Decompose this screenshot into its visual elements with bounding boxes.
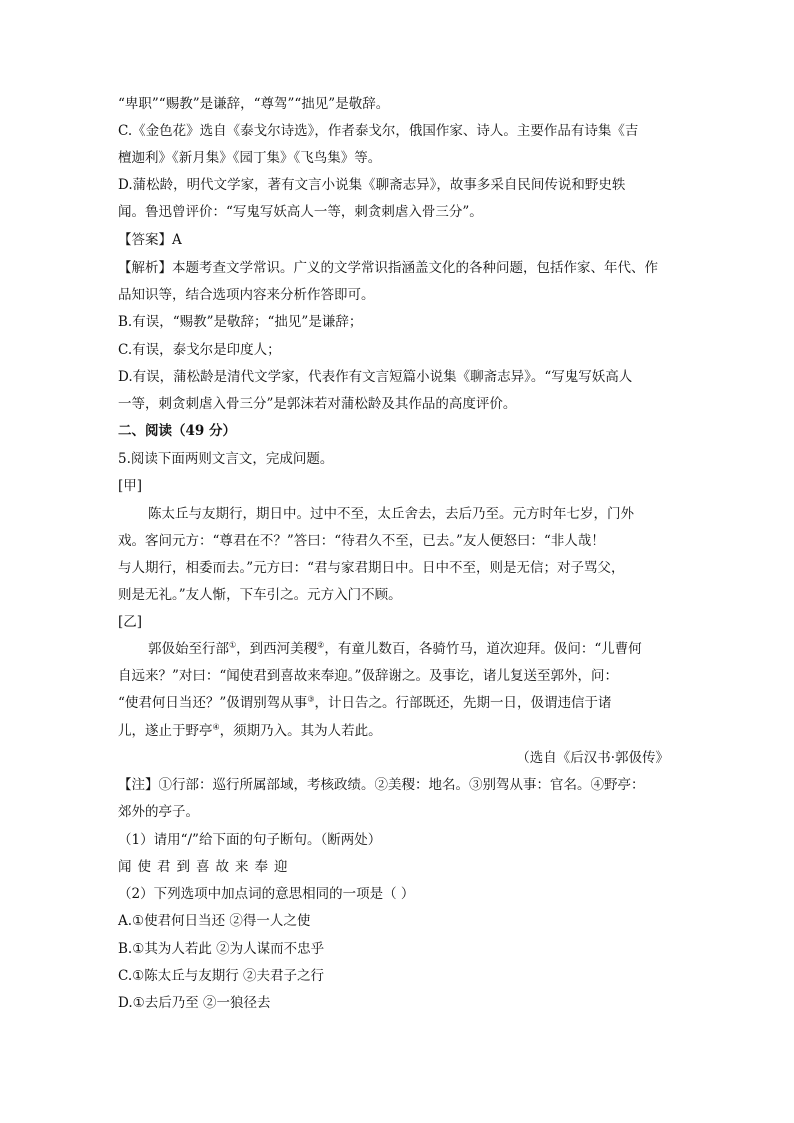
- passage-label-yi: [乙]: [118, 614, 143, 630]
- passage-line: 则是无礼。”友人惭，下车引之。元方入门不顾。: [118, 587, 402, 603]
- text-line: 闻。鲁迅曾评价：“写鬼写妖高人一等，刺贪刺虐入骨三分”。: [118, 204, 483, 220]
- passage-line: [118, 693, 611, 713]
- footnote-mark: ①: [229, 640, 237, 650]
- option-b: B.①其为人若此 ②为人谋而不忠乎: [118, 941, 325, 957]
- option-c: C.①陈太丘与友期行 ②夫君子之行: [118, 968, 325, 984]
- sub-question-1: （1）请用“/”给下面的句子断句。（断两处）: [118, 832, 382, 848]
- question-stem: 5.阅读下面两则文言文，完成问题。: [118, 451, 334, 467]
- note-line: 【注】①行部：巡行所属部域，考核政绩。②美稷：地名。③别驾从事：官名。④野亭：: [118, 777, 645, 793]
- text-span: ，有童儿数百，各骑竹马，道次迎拜。伋问：“儿曹何: [324, 641, 642, 657]
- note-line: 郊外的亭子。: [118, 804, 199, 820]
- footnote-mark: ②: [317, 640, 325, 650]
- text-line: B.有误，“赐教”是敬辞；“拙见”是谦辞；: [118, 314, 363, 330]
- text-line: 品知识等，结合选项内容来分析作答即可。: [118, 287, 375, 303]
- text-span: “使君何日当还？”伋谓别驾从事: [118, 695, 308, 711]
- text-line: 一等，刺贪刺虐入骨三分”是郭沫若对蒲松龄及其作品的高度评价。: [118, 396, 517, 412]
- text-line: 檀迦利》《新月集》《园丁集》《飞鸟集》等。: [118, 150, 382, 166]
- option-a: A.①使君何日当还 ②得一人之使: [118, 913, 311, 929]
- footnote-mark: ④: [212, 722, 220, 732]
- source-citation: （选自《后汉书·郭伋传》: [516, 750, 669, 766]
- passage-line: [148, 639, 642, 659]
- section-heading: 二、阅读（49 分）: [118, 423, 236, 439]
- answer-line: 【答案】A: [118, 232, 182, 248]
- passage-line: 自远来？”对曰：“闻使君到喜故来奉迎。”伋辞谢之。及事讫，诸儿复送至郭外，问：: [118, 668, 618, 684]
- passage-line: 戏。客问元方：“尊君在不？”答曰：“待君久不至，已去。”友人便怒曰：“非人哉！: [118, 533, 605, 549]
- text-line: D.蒲松龄，明代文学家，著有文言小说集《聊斋志异》，故事多采自民间传说和野史轶: [118, 177, 626, 193]
- passage-line: 陈太丘与友期行，期日中。过中不至，太丘舍去，去后乃至。元方时年七岁，门外: [148, 506, 634, 522]
- sub-question-2: （2）下列选项中加点词的意思相同的一项是（ ）: [118, 886, 415, 902]
- text-span: ，计日告之。行部既还，先期一日，伋谓违信于诸: [314, 695, 612, 711]
- text-line: C.《金色花》选自《泰戈尔诗选》，作者泰戈尔，俄国作家、诗人。主要作品有诗集《吉: [118, 123, 639, 139]
- sentence-to-punctuate: 闻使君到喜故来奉迎: [118, 859, 294, 875]
- analysis-line: 【解析】本题考查文学常识。广义的文学常识指涵盖文化的各种问题，包括作家、年代、作: [118, 260, 658, 276]
- text-span: 郭伋始至行部: [148, 641, 229, 657]
- passage-label-jia: [甲]: [118, 478, 143, 494]
- footnote-mark: ③: [307, 694, 315, 704]
- text-line: “卑职”“赐教”是谦辞，“尊驾”“拙见”是敬辞。: [118, 96, 390, 112]
- text-span: ，到西河美稷: [236, 641, 318, 657]
- text-span: 儿，遂止于野亭: [118, 723, 213, 739]
- passage-line: [118, 721, 382, 741]
- text-line: D.有误，蒲松龄是清代文学家，代表作有文言短篇小说集《聊斋志异》。“写鬼写妖高人: [118, 369, 633, 385]
- text-line: C.有误，泰戈尔是印度人；: [118, 342, 281, 358]
- option-d: D.①去后乃至 ②一狼径去: [118, 995, 271, 1011]
- text-span: ，须期乃入。其为人若此。: [219, 723, 382, 739]
- passage-line: 与人期行，相委而去。”元方曰：“君与家君期日中。日中不至，则是无信；对子骂父，: [118, 560, 625, 576]
